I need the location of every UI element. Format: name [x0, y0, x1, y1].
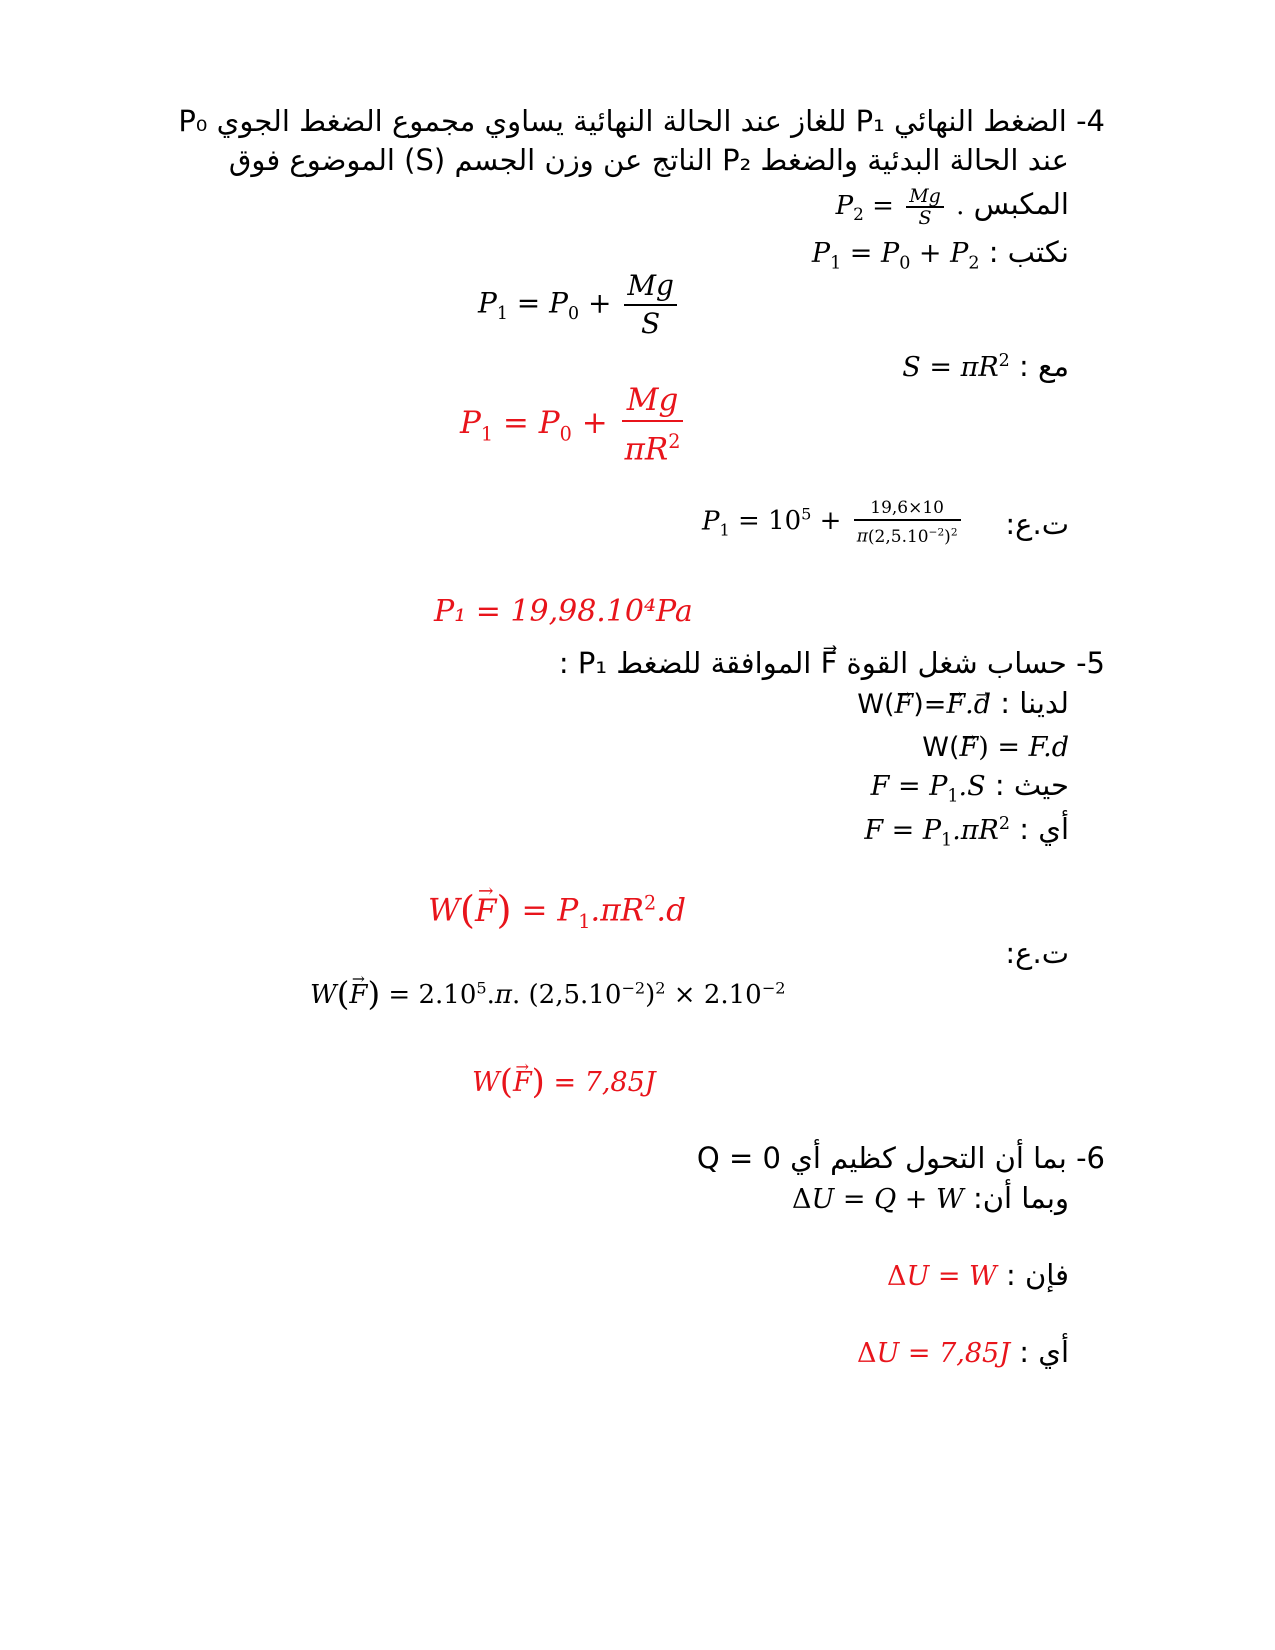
q4-line4 [812, 232, 1069, 283]
q4-line2 [229, 140, 1069, 180]
delta-u-value: 7,85J [939, 1338, 1011, 1369]
numeric-app-label-2: ت.ع: [1005, 936, 1069, 970]
q4-line1 [178, 101, 1105, 141]
p1-result-text: P₁ = 19,98.10⁴Pa [434, 594, 693, 629]
q5-numeric-label [1005, 933, 1069, 973]
first-law: ΔU = Q + W [792, 1184, 964, 1215]
q5-title [559, 643, 1105, 683]
work-result: W(→ F) = 7,85J [472, 1062, 656, 1101]
q5-title-text: 5- حساب شغل القوة F⃗ الموافقة للضغط P₁ : [558, 646, 1105, 680]
q4-line1-text: 4- الضغط النهائي P₁ للغاز عند الحالة النهائية يساوي مجموع الضغط الجوي P₀ [178, 104, 1105, 138]
p1-result [434, 594, 693, 629]
since-label: وبما أن: [972, 1181, 1069, 1215]
delta-u-result: ΔU = 7,85J [857, 1338, 1011, 1369]
piston-word: المكبس [973, 187, 1069, 221]
force-area-formula: $F = P_1.\pi R^2$ [864, 814, 1011, 851]
p1-formula-final: $P_1 = P_0$ + $\frac{Mg}{\pi R^2}$ [460, 380, 687, 469]
force-formula: $F = P_1.S$ [870, 771, 986, 807]
work-result-value: 7,85J [584, 1066, 656, 1098]
q6-line1 [697, 1138, 1105, 1178]
numeric-app-label: ت.ع: [1005, 507, 1069, 541]
work-numeric: $W(\to F) = 2.10^5.\pi$. $(2,5.10^{-2})^2 \times 2.10^{-2}$ [310, 975, 785, 1013]
q6-ie-line [857, 1332, 1069, 1374]
work-formula: $W(\to F) = P_1.\pi R^2.d$ [428, 888, 686, 933]
work-definition: W(→ F)=→ F.→ d [857, 685, 991, 725]
then-label: فإن : [1006, 1258, 1069, 1292]
where-label: حيث : [994, 768, 1069, 802]
p1-numeric: $P_1 = 10^5$ + $\frac{19,6\times 10}{\pi(2,5.10^{-2})^2}$ [702, 497, 965, 548]
q4-line3 [836, 184, 1069, 234]
have-label: لدينا : [1000, 686, 1069, 720]
p1-formula-s: $P_1 = P_0$ + $\frac{Mg}{S}$ [478, 268, 681, 342]
q6-then-line [887, 1255, 1069, 1297]
q5-ie-line [864, 804, 1069, 860]
with-label: مع : [1019, 349, 1069, 383]
q6-line1-text: 6- بما أن التحول كظيم أي Q = 0 [696, 1141, 1105, 1175]
area-formula: $S = \pi R^2$ [902, 351, 1010, 383]
p1-sum-formula: $P_1 = P_0 + P_2$ [811, 238, 980, 274]
q4-numeric-label [1005, 504, 1069, 544]
work-scalar: W(→ F) = F.d [922, 728, 1069, 768]
q4-with-line [902, 341, 1069, 388]
q5-work-scalar-line [922, 726, 1069, 768]
q4-line2-text: عند الحالة البدئية والضغط P₂ الناتج عن وزن الجسم (S) الموضوع فوق [228, 143, 1069, 177]
delta-u-equals-w: ΔU = W [887, 1261, 997, 1292]
ie-label: أي : [1019, 812, 1069, 846]
q6-since-line [792, 1178, 1069, 1220]
we-write-label: نكتب : [988, 235, 1069, 269]
ie-label-2: أي : [1019, 1335, 1069, 1369]
p2-definition: $P_2$ = $\frac{Mg}{S}$ . [835, 185, 965, 229]
